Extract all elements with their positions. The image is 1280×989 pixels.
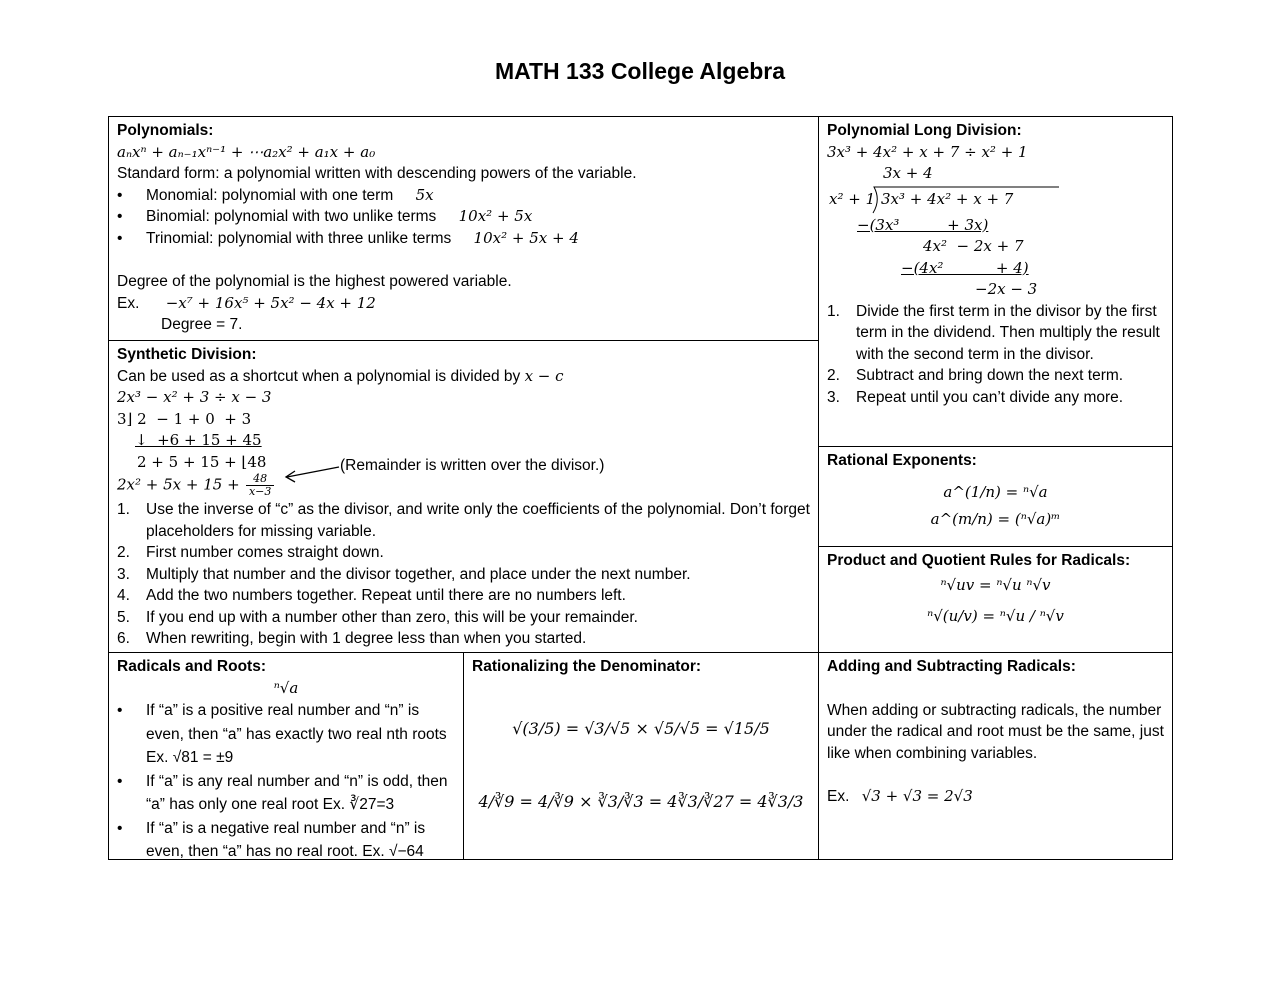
quotient-rule: ⁿ√(u/v) = ⁿ√u / ⁿ√v [927, 607, 1064, 625]
synthetic-division-cell [108, 340, 819, 653]
list-item: 3. Repeat until you can’t divide any more. [827, 388, 1124, 406]
step-text: First number comes straight down. [146, 544, 384, 561]
rational-exponents-cell [818, 446, 1173, 547]
step-text: When rewriting, begin with 1 degree less than when you started. [146, 630, 587, 647]
list-item: • If “a” is a negative real number and “n” is even, then “a” has no real root. Ex. √−64 [117, 817, 455, 864]
list-item [117, 228, 810, 250]
subtract-2: −(4x² + 4) [901, 258, 1029, 277]
synthetic-row-3: 2 + 5 + 15 + ⌊48 [137, 452, 267, 471]
division-bracket-row [827, 185, 1164, 215]
list-item: 1. Use the inverse of “c” as the divisor, and write only the coefficients of the polynomial. Don’t forget placeholders for missing variable. [117, 501, 810, 540]
polynomials-heading: Polynomials: [117, 122, 214, 139]
remainder-2: −2x − 3 [975, 280, 1038, 298]
step-text: Repeat until you can’t divide any more. [856, 388, 1124, 406]
dividend: 3x³ + 4x² + x + 7 [881, 189, 1014, 208]
radicals-roots-heading: Radicals and Roots: [117, 658, 266, 675]
polynomials-cell [108, 116, 819, 341]
rational-exponents-heading: Rational Exponents: [827, 452, 977, 469]
step-text: Divide the first term in the divisor by the first term in the dividend. Then multiply the result with the second term in the divisor. [856, 302, 1160, 363]
list-item: 6. When rewriting, begin with 1 degree less than when you started. [117, 630, 587, 647]
result-fraction [246, 473, 274, 498]
divisor: x² + 1 [829, 189, 876, 208]
rationalizing-heading: Rationalizing the Denominator: [472, 658, 702, 675]
rationalizing-example-2: 4/∛9 = 4/∛9 × ∛3/∛3 = 4∛3/∛27 = 4∛3/3 [478, 792, 804, 811]
item-label: Binomial: polynomial with two unlike terms [146, 208, 437, 225]
degree-text: Degree of the polynomial is the highest powered variable. [117, 273, 512, 290]
intro-text: Can be used as a shortcut when a polynomial is divided by [117, 367, 521, 385]
step-text: Use the inverse of “c” as the divisor, and write only the coefficients of the polynomial. Don’t forget placeholders for missing variable. [146, 501, 810, 540]
ex-expression: √3 + √3 = 2√3 [861, 787, 973, 805]
list-item: 1. Divide the first term in the divisor by the first term in the dividend. Then multiply the result with the second term in the divisor. [827, 302, 1160, 363]
quotient: 3x + 4 [883, 164, 933, 182]
ex-expression: −x⁷ + 16x⁵ + 5x² − 4x + 12 [165, 293, 376, 312]
radical-symbol: ⁿ√a [273, 678, 299, 697]
step-text: If you end up with a number other than zero, this will be your remainder. [146, 608, 638, 626]
degree-value: Degree = 7. [161, 316, 243, 333]
polynomial-general-form: aₙxⁿ + aₙ₋₁xⁿ⁻¹ + ⋯a₂x² + a₁x + a₀ [117, 142, 376, 161]
arrow-icon [281, 463, 341, 483]
long-division-problem: 3x³ + 4x² + x + 7 ÷ x² + 1 [827, 142, 1028, 161]
radicals-bullets [117, 699, 455, 864]
item-example: 5x [415, 185, 434, 204]
rational-rule-1: a^(1/n) = ⁿ√a [943, 482, 1048, 501]
item-label: Trinomial: polynomial with three unlike terms [146, 229, 452, 247]
remainder-note: (Remainder is written over the divisor.) [340, 457, 605, 474]
synthetic-steps [117, 499, 810, 650]
synthetic-problem: 2x³ − x² + 3 ÷ x − 3 [117, 388, 272, 406]
adding-radicals-heading: Adding and Subtracting Radicals: [827, 658, 1076, 675]
intro-var: x − c [524, 366, 564, 385]
list-item: 4. Add the two numbers together. Repeat until there are no numbers left. [117, 587, 626, 604]
degree-example [117, 293, 810, 315]
product-quotient-heading: Product and Quotient Rules for Radicals: [827, 552, 1131, 569]
rationalizing-cell [463, 652, 819, 860]
list-item: 2. Subtract and bring down the next term. [827, 367, 1124, 384]
step-text: Subtract and bring down the next term. [856, 367, 1124, 384]
item-label: Monomial: polynomial with one term [146, 186, 394, 204]
result-numerator: 48 [246, 473, 274, 486]
product-rule: ⁿ√uv = ⁿ√u ⁿ√v [940, 575, 1051, 594]
long-division-heading: Polynomial Long Division: [827, 122, 1022, 139]
result-denominator: x−3 [248, 485, 272, 498]
ex-label: Ex. [117, 294, 140, 312]
adding-radicals-cell [818, 652, 1173, 860]
rationalizing-example-1: √(3/5) = √3/√5 × √5/√5 = √15/5 [512, 718, 770, 738]
remainder-1: 4x² − 2x + 7 [923, 237, 1024, 255]
ex-label: Ex. [827, 788, 850, 805]
page-title: MATH 133 College Algebra [494, 58, 786, 84]
synthetic-result [117, 473, 810, 499]
list-item: • If “a” is a positive real number and “n” is even, then “a” has exactly two real nth roots Ex. √81 = ±9 [117, 699, 455, 770]
radicals-roots-cell [108, 652, 464, 860]
synthetic-intro [117, 366, 810, 388]
adding-radicals-text: When adding or subtracting radicals, the number under the radical and root must be the same, just like when combining variables. [827, 701, 1164, 762]
step-text: Add the two numbers together. Repeat until there are no numbers left. [146, 587, 626, 604]
synthetic-heading: Synthetic Division: [117, 346, 257, 363]
item-example: 10x² + 5x [458, 207, 533, 225]
list-item: 5. If you end up with a number other than zero, this will be your remainder. [117, 608, 638, 626]
polynomial-types-list [117, 185, 810, 250]
synthetic-row-2: ↓ +6 + 15 + 45 [135, 431, 262, 449]
standard-form-text: Standard form: a polynomial written with descending powers of the variable. [117, 165, 637, 182]
list-item: 3. Multiply that number and the divisor together, and place under the next number. [117, 565, 691, 583]
rational-rule-2: a^(m/n) = (ⁿ√a)ᵐ [930, 510, 1061, 528]
step-text: Multiply that number and the divisor together, and place under the next number. [146, 565, 691, 583]
subtract-1: −(3x³ + 3x) [857, 215, 989, 234]
list-item [117, 206, 810, 228]
long-division-cell [818, 116, 1173, 447]
list-item: • If “a” is any real number and “n” is odd, then “a” has only one real root Ex. ∛27=3 [117, 770, 455, 817]
product-quotient-cell [818, 546, 1173, 653]
item-example: 10x² + 5x + 4 [473, 228, 579, 247]
long-division-steps [827, 301, 1164, 409]
list-item: 2. First number comes straight down. [117, 544, 384, 561]
adding-radicals-example [827, 786, 1164, 808]
result-prefix: 2x² + 5x + 15 + [117, 475, 240, 494]
synthetic-row-1: 3⌋ 2 − 1 + 0 + 3 [117, 409, 252, 428]
list-item [117, 185, 810, 207]
